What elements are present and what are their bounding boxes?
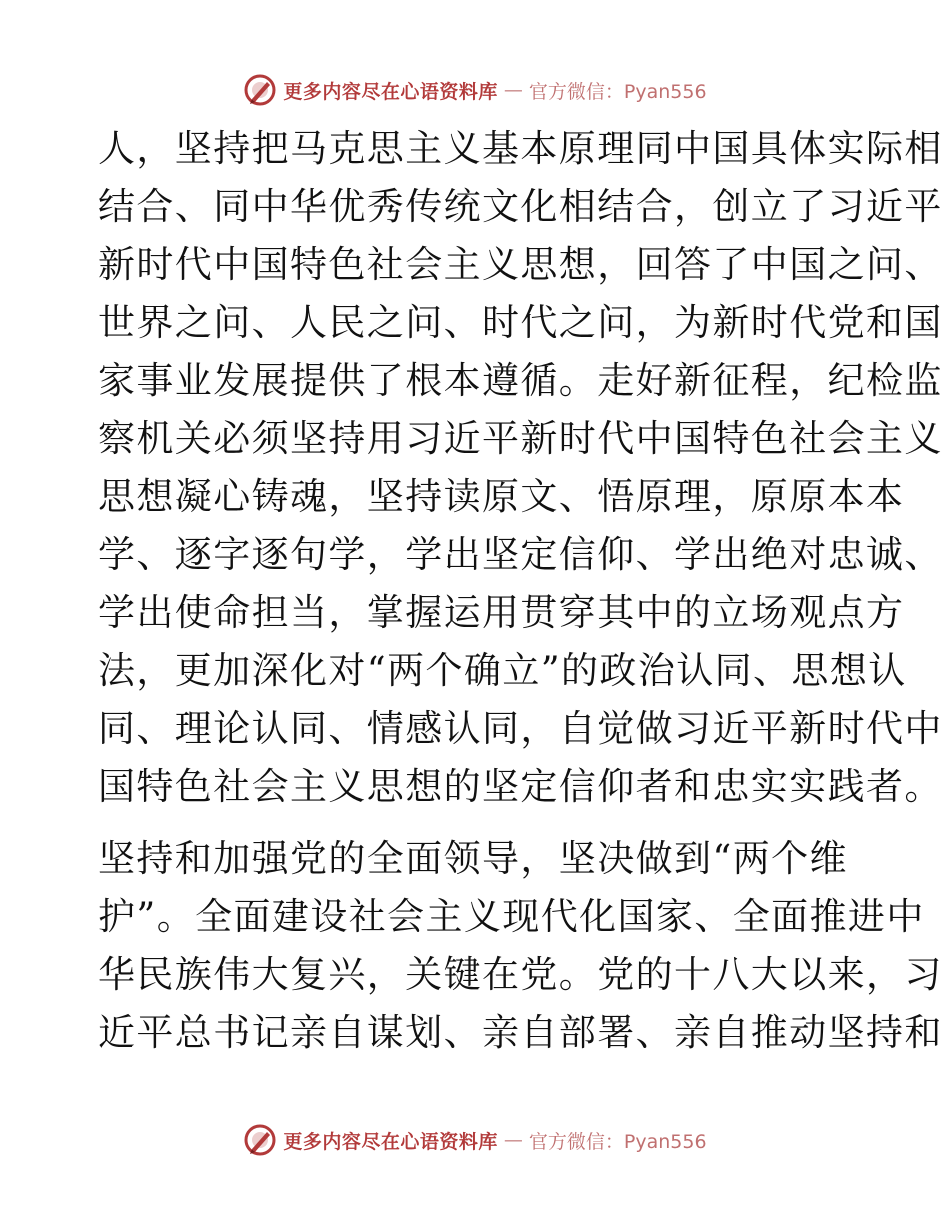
text-line: 察机关必须坚持用习近平新时代中国特色社会主义 [98, 417, 943, 460]
footer-wechat-text: 官方微信：Pyan556 [528, 1130, 707, 1153]
footer-brand-text: 更多内容尽在心语资料库 [283, 1130, 498, 1153]
document-body [98, 120, 943, 1062]
text-line: 国特色社会主义思想的坚定信仰者和忠实实践者。 [98, 765, 943, 808]
header-wechat-text: 官方微信：Pyan556 [528, 80, 707, 103]
footer-dash: — [503, 1129, 523, 1151]
text-line: 坚持和加强党的全面领导，坚决做到“两个维 [98, 837, 848, 880]
text-line: 近平总书记亲自谋划、亲自部署、亲自推动坚持和 [98, 1011, 943, 1054]
header-dash: — [503, 79, 523, 101]
text-line: 华民族伟大复兴，关键在党。党的十八大以来，习 [98, 953, 943, 996]
text-line: 思想凝心铸魂，坚持读原文、悟原理，原原本本 [98, 475, 905, 518]
text-line: 护”。全面建设社会主义现代化国家、全面推进中 [98, 895, 925, 938]
text-line: 世界之问、人民之问、时代之问，为新时代党和国 [98, 301, 943, 344]
text-line: 学、逐字逐句学，学出坚定信仰、学出绝对忠诚、 [98, 533, 943, 576]
text-line: 结合、同中华优秀传统文化相结合，创立了习近平 [98, 185, 943, 228]
paragraph-2 [98, 830, 943, 1062]
text-line: 家事业发展提供了根本遵循。走好新征程，纪检监 [98, 359, 943, 402]
header-banner [0, 70, 950, 110]
header-brand-text: 更多内容尽在心语资料库 [283, 80, 498, 103]
pen-in-circle-logo-icon [243, 1123, 277, 1157]
footer-banner [0, 1120, 950, 1160]
text-line: 法，更加深化对“两个确立”的政治认同、思想认 [98, 649, 907, 692]
text-line: 人，坚持把马克思主义基本原理同中国具体实际相 [98, 127, 943, 170]
pen-in-circle-logo-icon [243, 73, 277, 107]
text-line: 学出使命担当，掌握运用贯穿其中的立场观点方 [98, 591, 905, 634]
text-line: 同、理论认同、情感认同，自觉做习近平新时代中 [98, 707, 943, 750]
text-line: 新时代中国特色社会主义思想，回答了中国之问、 [98, 243, 943, 286]
paragraph-1 [98, 120, 943, 816]
